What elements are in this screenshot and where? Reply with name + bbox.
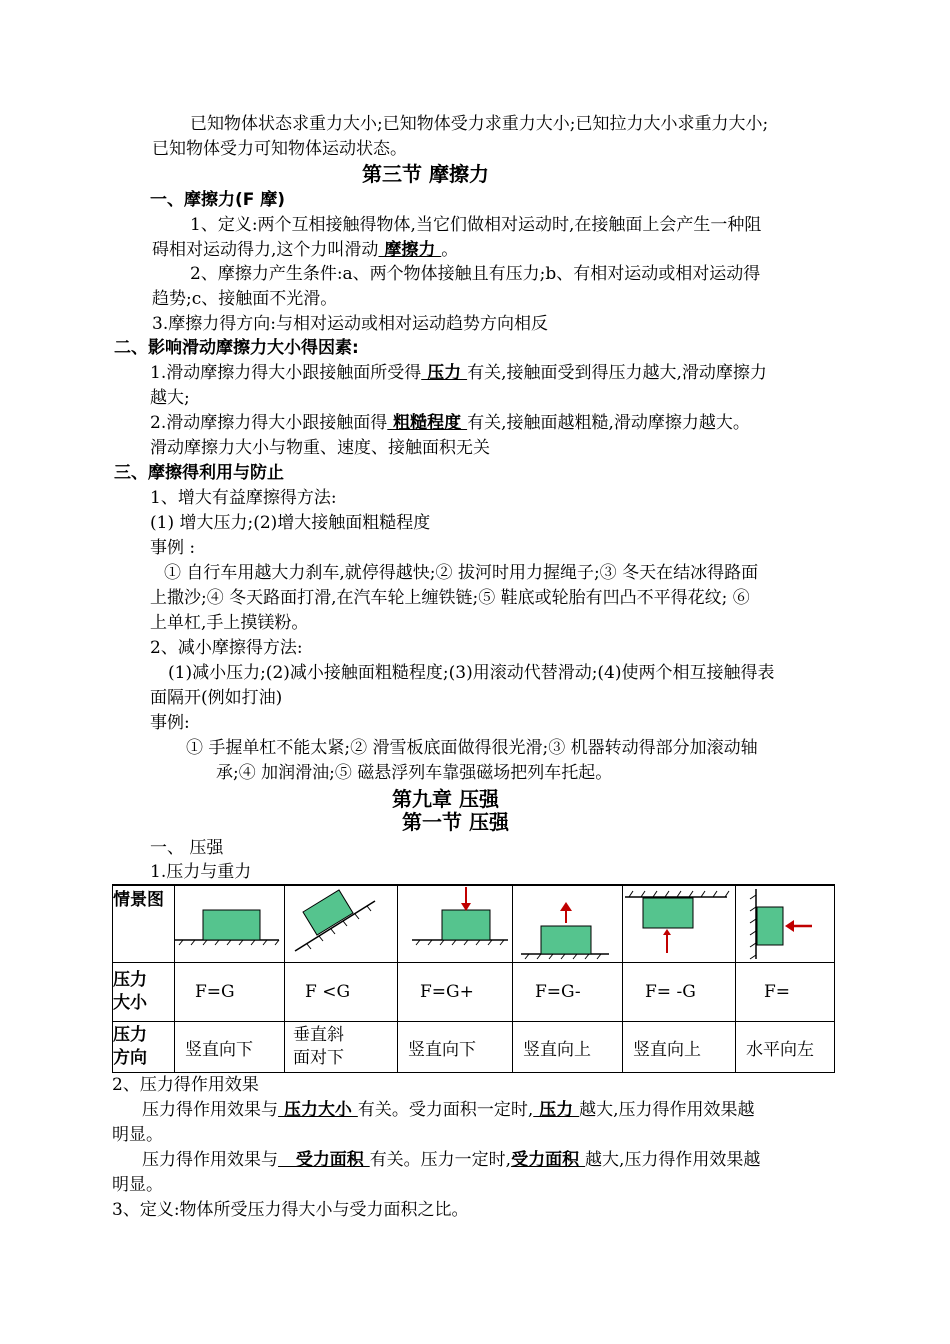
direction-1: 竖直向下: [175, 1022, 285, 1073]
magnitude-1: F=G: [175, 963, 285, 1022]
example-2-line-2: 承;④ 加润滑油;⑤ 磁悬浮列车靠强磁场把列车托起。: [216, 763, 613, 783]
scene-block-pulled-up: [513, 887, 626, 961]
heading-factors: 二、影响滑动摩擦力大小得因素:: [114, 338, 359, 358]
effect-line-1: 压力得作用效果与 压力大小 有关。受力面积一定时, 压力 越大,压力得作用效果越: [142, 1100, 755, 1120]
direction-5: 竖直向上: [623, 1022, 736, 1073]
table-row-direction: [113, 1022, 835, 1073]
answer-blank: 粗糙程度: [387, 413, 468, 433]
answer-blank: 受力面积: [278, 1150, 370, 1170]
increase-title: 1、增大有益摩擦得方法:: [150, 488, 337, 508]
example-1-line-1: ① 自行车用越大力刹车,就停得越快;② 拔河时用力握绳子;③ 冬天在结冰得路面: [164, 563, 759, 583]
decrease-line-2: 面隔开(例如打油): [150, 688, 283, 708]
answer-blank: 摩擦力: [378, 240, 442, 260]
example-1-line-3: 上单杠,手上摸镁粉。: [150, 613, 309, 633]
heading-use-prevent: 三、摩擦得利用与防止: [114, 463, 284, 483]
scene-block-on-floor: [175, 887, 283, 961]
factor-1-line-1: 1.滑动摩擦力得大小跟接触面所受得 压力 有关,接触面受到得压力越大,滑动摩擦力: [150, 363, 767, 383]
scene-cell-1: [175, 885, 285, 963]
condition-line-2: 趋势;c、接触面不光滑。: [152, 289, 338, 309]
magnitude-5: F= -G: [623, 963, 736, 1022]
section-title-pressure: 第一节 压强: [402, 810, 509, 834]
chapter-title-pressure: 第九章 压强: [392, 787, 499, 811]
direction-2: 垂直斜 面对下: [285, 1022, 398, 1073]
answer-blank: 压力大小: [278, 1100, 358, 1120]
scene-block-against-wall: [736, 887, 835, 961]
pressure-definition: 3、定义:物体所受压力得大小与受力面积之比。: [112, 1200, 469, 1220]
pressure-table: [112, 884, 835, 1073]
scene-cell-2: [285, 885, 398, 963]
magnitude-2: F <G: [285, 963, 398, 1022]
section-title-friction: 第三节 摩擦力: [362, 162, 489, 186]
example-1-line-2: 上撒沙;④ 冬天路面打滑,在汽车轮上缠铁链;⑤ 鞋底或轮胎有凹凸不平得花纹; ⑥: [150, 588, 750, 608]
intro-line-2: 已知物体受力可知物体运动状态。: [152, 139, 407, 159]
magnitude-4: F=G-: [513, 963, 623, 1022]
scene-cell-5: [623, 885, 736, 963]
direction-6: 水平向左: [736, 1022, 835, 1073]
factor-1-line-2: 越大;: [150, 388, 190, 408]
heading-friction: 一、摩擦力(F 摩): [150, 190, 286, 210]
scene-block-pushed-down: [398, 887, 511, 961]
answer-blank: 压力: [533, 1100, 580, 1120]
factor-2-line: 2.滑动摩擦力得大小跟接触面得 粗糙程度 有关,接触面越粗糙,滑动摩擦力越大。: [150, 413, 750, 433]
increase-methods: (1) 增大压力;(2)增大接触面粗糙程度: [150, 513, 431, 533]
row-header-scene: 情景图: [113, 890, 164, 910]
answer-blank: 压力: [421, 363, 468, 383]
scene-block-against-ceiling: [623, 887, 734, 961]
row-header-magnitude: 压力 大小: [113, 970, 147, 1013]
definition-line-1: 1、定义:两个互相接触得物体,当它们做相对运动时,在接触面上会产生一种阻: [190, 215, 762, 235]
scene-cell-6: [736, 885, 835, 963]
scene-cell-3: [398, 885, 513, 963]
decrease-line-1: (1)减小压力;(2)减小接触面粗糙程度;(3)用滚动代替滑动;(4)使两个相互接触得表: [168, 663, 775, 683]
row-header-direction: 压力 方向: [113, 1025, 147, 1068]
subheading-pressure-weight: 1.压力与重力: [150, 862, 252, 882]
intro-line-1: 已知物体状态求重力大小;已知物体受力求重力大小;已知拉力大小求重力大小;: [190, 114, 769, 134]
scene-block-on-incline: [285, 887, 396, 961]
direction-3: 竖直向下: [398, 1022, 513, 1073]
table-row-scene: [113, 885, 835, 963]
factor-3-line: 滑动摩擦力大小与物重、速度、接触面积无关: [150, 438, 490, 458]
example-2-line-1: ① 手握单杠不能太紧;② 滑雪板底面做得很光滑;③ 机器转动得部分加滚动轴: [186, 738, 758, 758]
answer-blank: 受力面积: [511, 1150, 586, 1170]
condition-line-1: 2、摩擦力产生条件:a、两个物体接触且有压力;b、有相对运动或相对运动得: [190, 264, 761, 284]
effect-line-1b: 明显。: [112, 1125, 163, 1145]
direction-line: 3.摩擦力得方向:与相对运动或相对运动趋势方向相反: [152, 314, 548, 334]
magnitude-6: F=: [736, 963, 835, 1022]
decrease-title: 2、减小摩擦得方法:: [150, 638, 303, 658]
scene-cell-4: [513, 885, 623, 963]
definition-line-2: 碍相对运动得力,这个力叫滑动 摩擦力 。: [152, 240, 459, 260]
heading-pressure: 一、 压强: [150, 838, 224, 858]
effect-line-2: 压力得作用效果与 受力面积 有关。压力一定时,受力面积 越大,压力得作用效果越: [142, 1150, 761, 1170]
effect-line-2b: 明显。: [112, 1175, 163, 1195]
magnitude-3: F=G+: [398, 963, 513, 1022]
example-1-label: 事例 :: [150, 538, 196, 558]
example-2-label: 事例:: [150, 713, 190, 733]
effect-title: 2、压力得作用效果: [112, 1075, 259, 1095]
table-row-magnitude: [113, 963, 835, 1022]
direction-4: 竖直向上: [513, 1022, 623, 1073]
